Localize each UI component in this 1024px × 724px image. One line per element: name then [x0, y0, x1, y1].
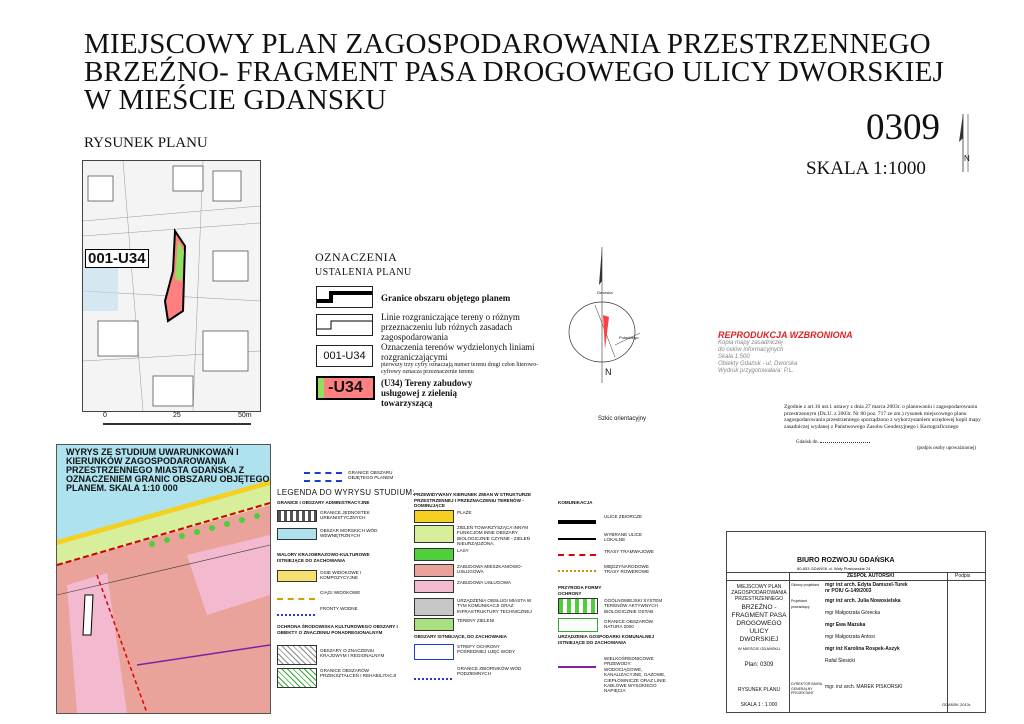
- study-col2-sym-4: [414, 564, 454, 577]
- certificate-footer: [796, 440, 976, 451]
- study-col3-item-4: MIĘDZYNARODOWE TRASY ROWEROWE: [604, 564, 650, 575]
- legend-text-boundary: Granice obszaru objętego planem: [381, 293, 511, 303]
- stamp-line-1: Kopia mapy zasadniczej: [718, 340, 783, 346]
- tb-plan-no: Plan: 0309: [744, 662, 774, 668]
- study-col3-head: KOMUNIKACJA: [558, 500, 593, 505]
- study-col3-item-2: WYBRANE ULICE LOKALNE: [604, 532, 643, 543]
- study-col1-item-3: OSIE WIDOKOWE I KOMPOZYCYJNE: [320, 570, 362, 581]
- study-col3-item-6: GRANICE OBSZARÓW NATURA 2000: [604, 619, 654, 630]
- title-block: [726, 531, 986, 713]
- scale-label: SKALA 1:1000: [806, 158, 926, 179]
- tb-person-4: mgr Małgorzata Górecka: [825, 610, 881, 616]
- legend-title: OZNACZENIA: [315, 250, 398, 264]
- certificate-place: Gdańsk dn.: [796, 440, 819, 445]
- study-col3-head2: PRZYRODA FORMY OCHRONY: [558, 585, 602, 596]
- study-col2-item-9: GRANICE ZBIORNIKÓW WÓD PODZIEMNYCH: [457, 666, 522, 677]
- tb-role-2: Projektant prowadzący: [791, 599, 810, 609]
- legend-text-lines: Linie rozgraniczające tereny o różnym przeznaczeniu lub różnych zasadach zagospodarowania: [381, 312, 520, 342]
- scalebar-0: 0: [103, 412, 107, 419]
- study-col3-sym-3: [558, 544, 596, 556]
- study-col2-item-3: LASY: [457, 548, 469, 553]
- study-col3-sym-4: [558, 560, 596, 572]
- tb-person-7: mgr inż Karolina Rospek-Aszyk: [825, 646, 900, 652]
- study-col1-sym-7: [277, 668, 317, 688]
- study-col2-sym-1: [414, 510, 454, 523]
- legend-note-id: pierwszy trzy cyfry oznaczają numer terenu drugi człon literowo-cyfrowy oznacza przeznaczenie terenu: [381, 362, 539, 375]
- study-col2-sym-6: [414, 598, 454, 616]
- tb-plan-name: MIEJSCOWY PLAN ZAGOSPODAROWANIA PRZESTRZENNEGO: [731, 584, 787, 602]
- stamp-line-2: do celów informacyjnych: [718, 347, 784, 353]
- study-col2-item-4: ZABUDOWA MIESZKANIOWO-USŁUGOWA: [457, 564, 523, 575]
- legend-symbol-u34-text: -U34: [328, 379, 363, 396]
- study-col3-head3: URZĄDZENIA GOSPODARKI KOMUNALNEJ ISTNIEJĄCE DO ZACHOWANIA: [558, 634, 655, 645]
- reproduction-stamp: [718, 330, 868, 385]
- study-col2-item-2: ZIELEŃ TOWARZYSZĄCA INNYM FUNKCJOM INNE OBSZARY BIOLOGICZNIE CZYNNE - ZIELEŃ NIEURZĄDZONA,: [457, 525, 530, 547]
- legend-symbol-u34: [316, 376, 375, 400]
- tb-address: 80-853 GDAŃSK ul. Wały Piastowskie 24: [797, 566, 871, 571]
- certificate-signature: (podpis osoby upoważnionej): [916, 446, 976, 451]
- certificate-text: Zgodnie z art.16 ust.1 ustawy z dnia 27 marca 2003r. o planowaniu i zagospodarowaniu przestrzennym (Dz.U. z 2003r. Nr 80 poz. 717 ze zm.) rysunek miejscowego planu zagospodarowania przestrzennego sporządzono z wykorzystaniem urzędowej kopii mapy zasadniczej wydanej z Państwowego Zasobu Geodezyjnego i Kartograficznego: [784, 404, 981, 430]
- study-title: WYRYS ZE STUDIUM UWARUNKOWAŃ I KIERUNKÓW ZAGOSPODAROWANIA PRZESTRZENNEGO MIASTA GDAŃSKA Z OZNACZENIEM GRANIC OBSZARU OBJĘTEGO PLANEM. SKALA 1:10 000: [66, 447, 270, 493]
- tb-person-9: mgr. inż arch. MAREK PISKORSKI: [825, 684, 903, 690]
- study-col1-sym-6: [277, 645, 317, 665]
- study-col1-head3: OCHRONA ŚRODOWISKA KULTUROWEGO OBSZARY I OBIEKTY O ZNACZENIU PONADREGIONALNYM: [277, 624, 398, 635]
- stamp-line-5: Wydruk przygotowała/a: P.L.: [718, 368, 794, 374]
- study-col2-sym-2: [414, 525, 454, 543]
- legend-symbol-boundary: [316, 286, 373, 308]
- legend-subtitle: USTALENIA PLANU: [315, 267, 412, 278]
- study-col1-item-4: CIĄGI WIDOKOWE: [320, 590, 361, 595]
- tb-plan-name-2: BRZEŹNO - FRAGMENT PASA DROGOWEGO ULICY DWORSKIEJ: [731, 604, 787, 643]
- tb-person-3: mgr inż arch. Julia Nowosielska: [825, 598, 901, 604]
- tb-sign: Podpis: [955, 573, 971, 579]
- tb-person-1: mgr inż arch. Edyta Damszel-Turek: [825, 582, 908, 588]
- stamp-line-4: Obiekty Gdańsk - ul. Dworska: [718, 361, 798, 367]
- page-title: [84, 30, 984, 114]
- study-col3-item-1: ULICE ZBIORCZE: [604, 514, 643, 519]
- title-line-1: MIEJSCOWY PLAN ZAGOSPODAROWANIA PRZESTRZENNEGO: [84, 28, 931, 60]
- plan-map-drawing: [83, 161, 260, 411]
- study-col1-sym-5: [277, 604, 315, 616]
- tb-scale: SKALA 1 : 1 000: [740, 702, 778, 708]
- study-col1-item-5: FRONTY WODNE: [320, 606, 358, 611]
- study-col2-item-5: ZABUDOWA USŁUGOWA: [457, 580, 512, 585]
- study-col2-item-1: PLAŻE: [457, 510, 472, 515]
- sketch-label: Szkic orientacyjny: [598, 416, 647, 422]
- study-col1-item-6: OBSZARY O ZNACZENIU KRAJOWYM I REGIONALNYM: [320, 648, 385, 659]
- study-col2-head: PRZEWIDYWANY KIERUNEK ZMIAN W STRUKTURZE PRZESTRZENNEJ I PRZEZNACZENIU TERENÓW - DOMINUJĄCE: [414, 492, 532, 508]
- tb-person-6: mgr Małgorzata Antosi: [825, 634, 875, 640]
- study-col3-sym-6: [558, 618, 598, 632]
- legend-text-id: Oznaczenia terenów wydzielonych liniami rozgraniczającymi: [381, 342, 535, 362]
- north-label: N: [964, 154, 970, 163]
- tb-person-2: nr POIU G-149/2003: [825, 588, 872, 594]
- drawing-label: RYSUNEK PLANU: [84, 135, 208, 151]
- study-col3-sym-5: [558, 598, 598, 614]
- zone-label: 001-U34: [85, 249, 149, 268]
- study-col2-sym-7: [414, 618, 454, 631]
- study-col1-head2: WALORY KRAJOBRAZOWO-KULTUROWE ISTNIEJĄCE DO ZACHOWANIA: [277, 552, 370, 563]
- stamp-line-3: Skala 1:500: [718, 354, 750, 360]
- tb-person-5: mgr Ewa Mazuka: [825, 622, 866, 628]
- study-col2-sym-8: [414, 644, 454, 660]
- tb-city: W MIEŚCIE GDAŃSKU: [737, 646, 781, 651]
- study-col1-sym-3: [277, 570, 317, 582]
- orientation-sketch: [565, 245, 640, 389]
- study-col3-sym-2: [558, 528, 596, 540]
- study-legend-title: LEGENDA DO WYRYSU STUDIUM:: [277, 488, 415, 497]
- sketch-road-1: Dworska: [597, 290, 613, 295]
- study-boundary-symbol: [304, 472, 342, 482]
- study-col1-head: GRANICE I OBSZARY ADMINISTRACYJNE: [277, 500, 370, 505]
- study-col2-item-8: STREFY OCHRONY POŚREDNIEJ UJĘĆ WODY: [457, 644, 516, 655]
- study-col1-item-7: GRANICE OBSZARÓW PRZEKSZTAŁCEŃ I REHABILITACJI: [320, 668, 397, 679]
- study-col3-item-5: OGÓLNOMIEJSKI SYSTEM TERENÓW AKTYWNYCH BIOLOGICZNIE OSTAB: [604, 598, 663, 614]
- tb-org: BIURO ROZWOJU GDAŃSKA: [797, 557, 895, 564]
- study-col1-sym-4: [277, 588, 315, 600]
- scalebar-25: 25: [173, 412, 181, 419]
- study-col2-head2: OBSZARY ISTNIEJĄCE, DO ZACHOWANIA: [414, 634, 507, 639]
- study-boundary-text: GRANICE OBSZARU OBJĘTEGO PLANEM: [348, 470, 394, 481]
- study-col3-item-3: TRASY TRAMWAJOWE: [604, 549, 654, 554]
- study-col2-sym-9: [414, 664, 452, 680]
- sketch-north: N: [605, 367, 612, 377]
- tb-team: ZESPÓŁ AUTORSKI: [847, 573, 895, 579]
- stamp-title: REPRODUKCJA WZBRONIONA: [718, 330, 853, 340]
- study-col2-sym-5: [414, 580, 454, 593]
- north-arrow-icon: [956, 112, 974, 186]
- scalebar-50: 50m: [238, 412, 252, 419]
- sketch-road-2: Pułaskiego: [619, 335, 639, 340]
- study-col2-item-6: URZĄDZENIA OBSŁUGI MIASTA W TYM KOMUNIKACJI ORAZ INFRASTRUKTURY TECHNICZNEJ: [457, 598, 532, 614]
- scalebar: [103, 412, 263, 432]
- legend-symbol-id: 001-U34: [316, 345, 373, 367]
- study-col1-sym-1: [277, 510, 317, 522]
- plan-map: [82, 160, 261, 412]
- study-col3-sym-7: [558, 656, 596, 668]
- tb-person-8: Rafał Ślesicki: [825, 658, 856, 664]
- tb-drawing: RYSUNEK PLANU: [737, 687, 781, 693]
- legend-symbol-lines: [316, 314, 373, 336]
- study-col3-item-7: WIELKOŚREDNICOWE PRZEWODY: WODOCIĄGOWE, KANALIZACYJNE, GAZOWE, CIEPŁOWNICZE ORAZ LINIE KABLOWE WYSOKIEGO NAPIĘCIA: [604, 656, 666, 694]
- study-col1-sym-2: [277, 528, 317, 540]
- study-col2-sym-3: [414, 548, 454, 561]
- plan-number: 0309: [866, 107, 940, 148]
- title-line-3: W MIEŚCIE GDANSKU: [84, 84, 387, 116]
- study-col1-item-1: GRANICE JEDNOSTEK URBANISTYCZNYCH: [320, 510, 370, 521]
- tb-footer: GDAŃSK 2013r.: [942, 702, 972, 707]
- tb-role-1: Główny projektant: [791, 583, 820, 587]
- study-col3-sym-1: [558, 510, 596, 524]
- study-col1-item-2: OBSZAR MORSKICH WÓD WEWNĘTRZNYCH: [320, 528, 378, 539]
- title-line-2: BRZEŹNO- FRAGMENT PASA DROGOWEGO ULICY DWORSKIEJ: [84, 56, 945, 88]
- study-col2-item-7: TERENY ZIELENI: [457, 618, 495, 623]
- tb-role-7: DYREKTOR BIURA GENERALNY PROJEKTANT: [791, 682, 822, 695]
- legend-text-u34: (U34) Tereny zabudowy usługowej z zielenią towarzyszącą: [381, 378, 473, 408]
